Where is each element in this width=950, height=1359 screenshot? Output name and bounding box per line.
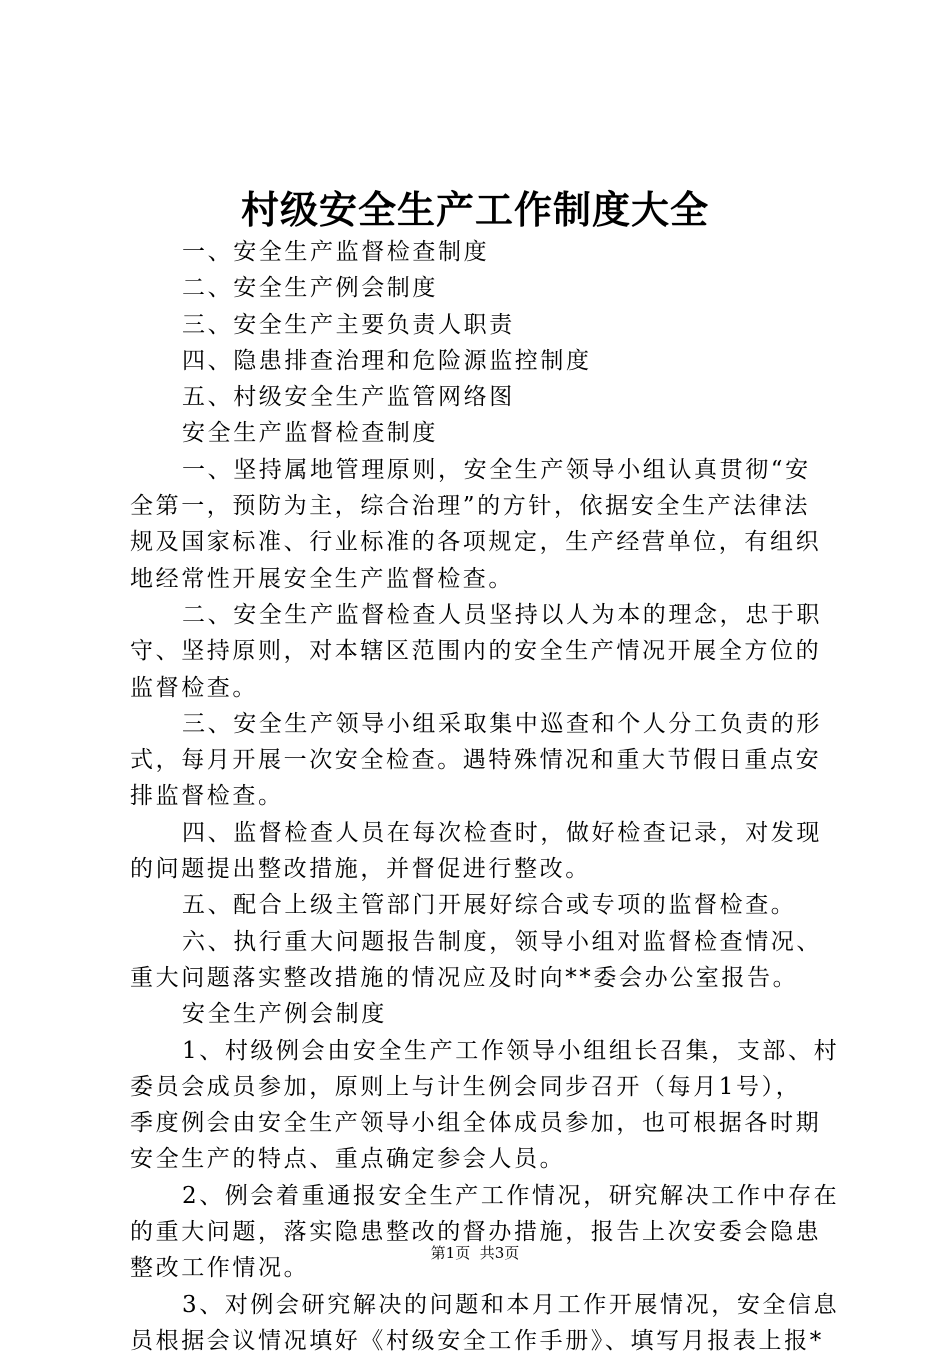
paragraph-line: 地经常性开展安全生产监督检查。: [130, 565, 514, 592]
paragraph-line: 式，每月开展一次安全检查。遇特殊情况和重大节假日重点安: [130, 747, 822, 774]
paragraph-line: 四、监督检查人员在每次检查时，做好检查记录，对发现: [182, 819, 822, 846]
document-body: [130, 234, 840, 1359]
paragraph-line: 的重大问题，落实隐患整改的督办措施，报告上次安委会隐患: [130, 1219, 822, 1246]
paragraph-line: 重大问题落实整改措施的情况应及时向**委会办公室报告。: [130, 964, 799, 991]
paragraph-line: 规及国家标准、行业标准的各项规定，生产经营单位，有组织: [130, 529, 822, 556]
paragraph-line: 排监督检查。: [130, 783, 284, 810]
paragraph-line: 1、村级例会由安全生产工作领导小组组长召集，支部、村: [182, 1037, 840, 1064]
paragraph-line: 六、执行重大问题报告制度，领导小组对监督检查情况、: [182, 928, 822, 955]
paragraph-line: 守、坚持原则，对本辖区范围内的安全生产情况开展全方位的: [130, 638, 822, 665]
section-heading: 安全生产例会制度: [182, 1001, 387, 1028]
paragraph-line: 安全生产的特点、重点确定参会人员。: [130, 1146, 566, 1173]
paragraph-line: 季度例会由安全生产领导小组全体成员参加，也可根据各时期: [130, 1110, 822, 1137]
section-heading: 安全生产监督检查制度: [182, 420, 438, 447]
paragraph-line: 监督检查。: [130, 674, 258, 701]
paragraph-line: 委员会成员参加，原则上与计生例会同步召开（每月1号），: [130, 1073, 802, 1100]
paragraph-line: 一、坚持属地管理原则，安全生产领导小组认真贯彻“安: [182, 456, 811, 483]
toc-item: 一、安全生产监督检查制度: [182, 239, 490, 265]
toc-item: 五、村级安全生产监管网络图: [182, 384, 515, 411]
toc-item: 二、安全生产例会制度: [182, 275, 438, 302]
document-title: 村级安全生产工作制度大全: [240, 187, 709, 232]
paragraph-line: 3、对例会研究解决的问题和本月工作开展情况，安全信息: [182, 1291, 840, 1318]
paragraph-line: 2、例会着重通报安全生产工作情况，研究解决工作中存在: [182, 1182, 840, 1209]
paragraph-line: 员根据会议情况填好《村级安全工作手册》、填写月报表上报*: [130, 1327, 824, 1354]
paragraph-line: 整改工作情况。: [130, 1255, 310, 1282]
toc-item: 四、隐患排查治理和危险源监控制度: [182, 347, 592, 374]
paragraph-line: 的问题提出整改措施，并督促进行整改。: [130, 856, 591, 883]
footer-spacer: [470, 1244, 480, 1262]
toc-item: 三、安全生产主要负责人职责: [182, 311, 515, 338]
paragraph-line: 五、配合上级主管部门开展好综合或专项的监督检查。: [182, 892, 797, 919]
paragraph-line: 二、安全生产监督检查人员坚持以人为本的理念，忠于职: [182, 601, 822, 628]
page-number: 第1页: [430, 1244, 471, 1262]
paragraph-line: 三、安全生产领导小组采取集中巡查和个人分工负责的形: [182, 710, 822, 737]
page-total: 共3页: [479, 1244, 520, 1262]
paragraph-line: 全第一，预防为主，综合治理”的方针，依据安全生产法律法: [130, 493, 810, 520]
page-footer: [0, 1243, 950, 1263]
